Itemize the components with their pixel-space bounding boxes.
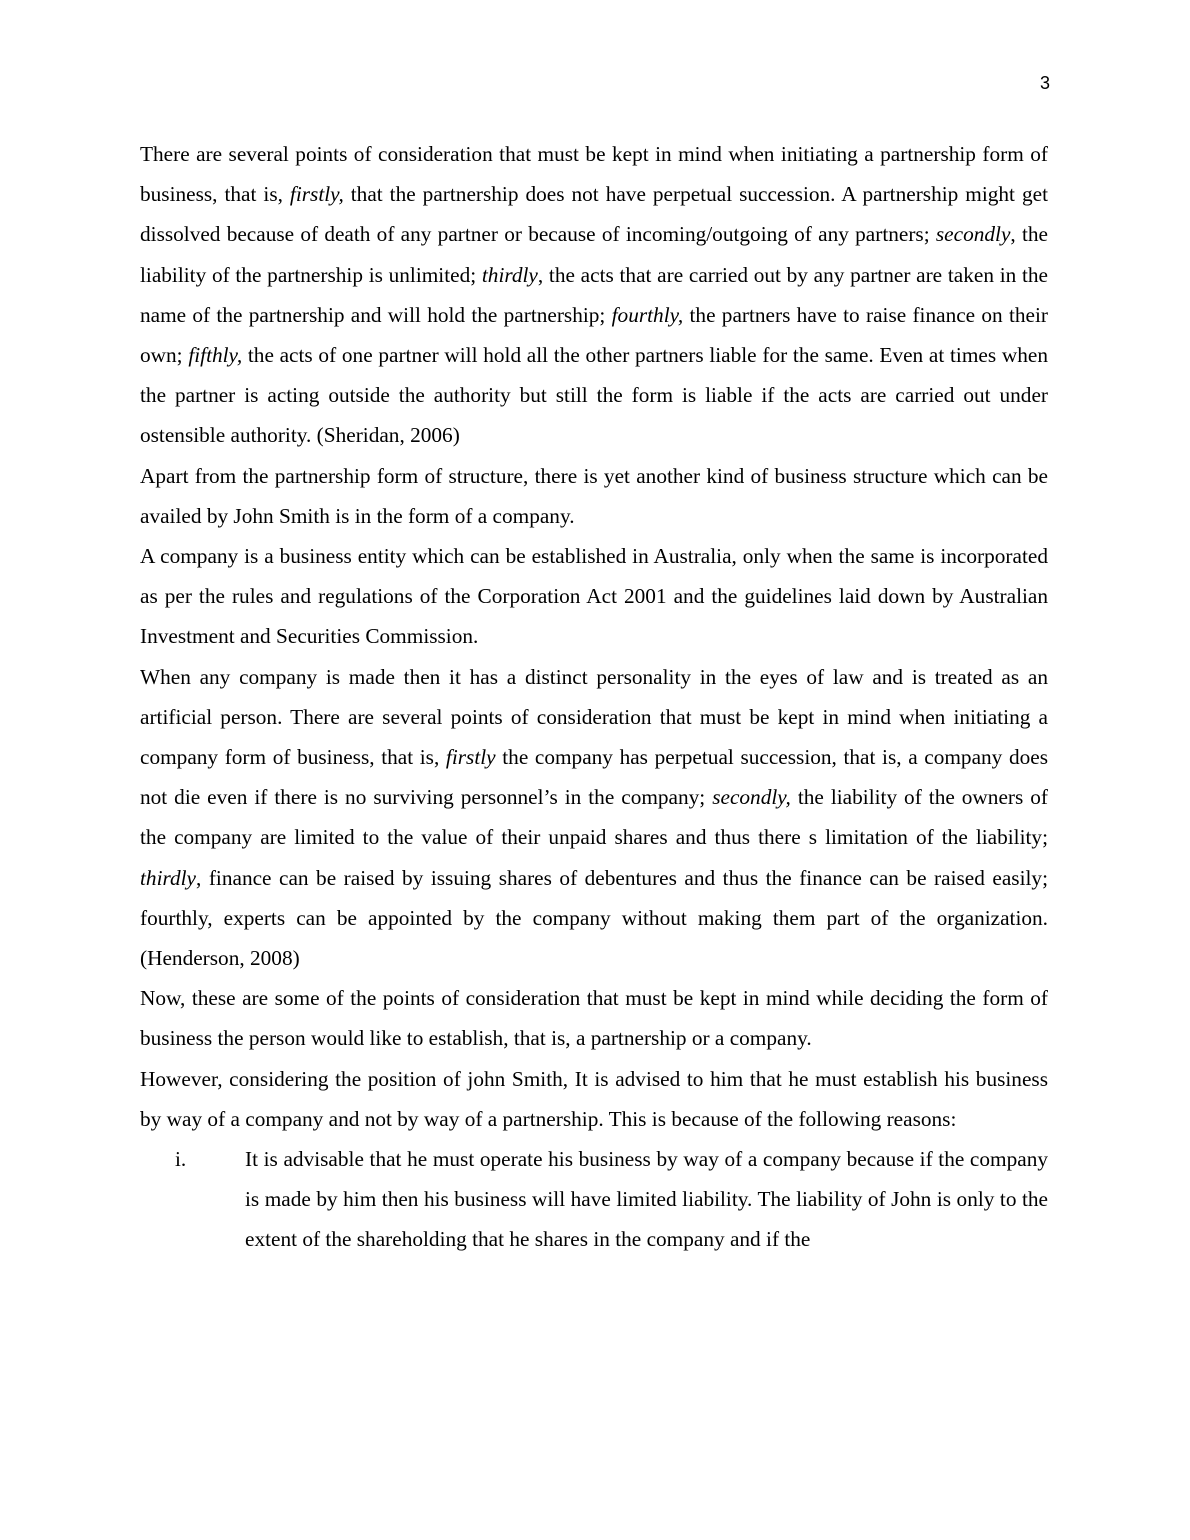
document-body	[140, 134, 1048, 1260]
paragraph-company-definition: A company is a business entity which can be established in Australia, only when the same is incorporated as per the rules and regulations of the Corporation Act 2001 and the guidelines laid down by Australian Investment and Securities Commission.	[140, 544, 1048, 649]
italic-run: fifthly,	[188, 343, 243, 368]
italic-run: firstly,	[289, 182, 344, 207]
text-run: the partners have to raise finance on their own;	[140, 302, 1048, 368]
list-marker: i.	[175, 1147, 187, 1172]
list-item	[140, 1139, 1048, 1260]
list-item-text: It is advisable that he must operate his business by way of a company because if the company is made by him then his business will have limited liability. The liability of John is only to the extent of the shareholding that he shares in the company and if the	[245, 1147, 1048, 1252]
page-number: 3	[1039, 73, 1050, 93]
paragraph-company-considerations	[140, 657, 1048, 979]
text-run: There are several points of consideration that must be kept in mind when initiating a partnership form of business, that is,	[140, 142, 1048, 207]
text-run: , the acts that are carried out by any partner are taken in the name of the partnership and will hold the partnership;	[140, 262, 1048, 327]
paragraph-advice: However, considering the position of john Smith, It is advised to him that he must establish his business by way of a company and not by way of a partnership. This is because of the following reasons:	[140, 1066, 1048, 1131]
text-run: the acts of one partner will hold all the other partners liable for the same. Even at times when the partner is acting outside the authority but still the form is liable if the acts are carried out under ostensible authority. (Sheridan, 2006)	[140, 343, 1048, 448]
italic-run: thirdly	[481, 262, 538, 287]
text-run: , the liability of the partnership is unlimited;	[140, 222, 1048, 287]
paragraph-partnership-considerations	[140, 134, 1048, 456]
paragraph-summary: Now, these are some of the points of consideration that must be kept in mind while deciding the form of business the person would like to establish, that is, a partnership or a company.	[140, 986, 1048, 1051]
italic-run: thirdly	[140, 865, 196, 890]
text-run: When any company is made then it has a distinct personality in the eyes of law and is treated as an artificial person. There are several points of consideration that must be kept in mind when initiating a company form of business, that is,	[140, 664, 1048, 770]
text-run: the liability of the owners of the company are limited to the value of their unpaid shares and thus there s limitation of the liability;	[140, 785, 1048, 850]
text-run: the company has perpetual succession, that is, a company does not die even if there is no surviving personnel’s in the company;	[140, 745, 1048, 810]
paragraph-company-structure-intro: Apart from the partnership form of structure, there is yet another kind of business structure which can be availed by John Smith is in the form of a company.	[140, 463, 1048, 528]
reasons-list	[140, 1139, 1048, 1260]
text-run: that the partnership does not have perpetual succession. A partnership might get dissolved because of death of any partner or because of incoming/outgoing of any partners;	[140, 182, 1048, 247]
italic-run: firstly	[445, 745, 496, 770]
italic-run: fourthly,	[611, 302, 684, 327]
text-run: , finance can be raised by issuing shares of debentures and thus the finance can be raised easily; fourthly, experts can be appointed by the company without making them part of the organization. (Henderson, 2008)	[140, 865, 1048, 971]
italic-run: secondly	[935, 222, 1011, 247]
italic-run: secondly,	[712, 785, 791, 810]
